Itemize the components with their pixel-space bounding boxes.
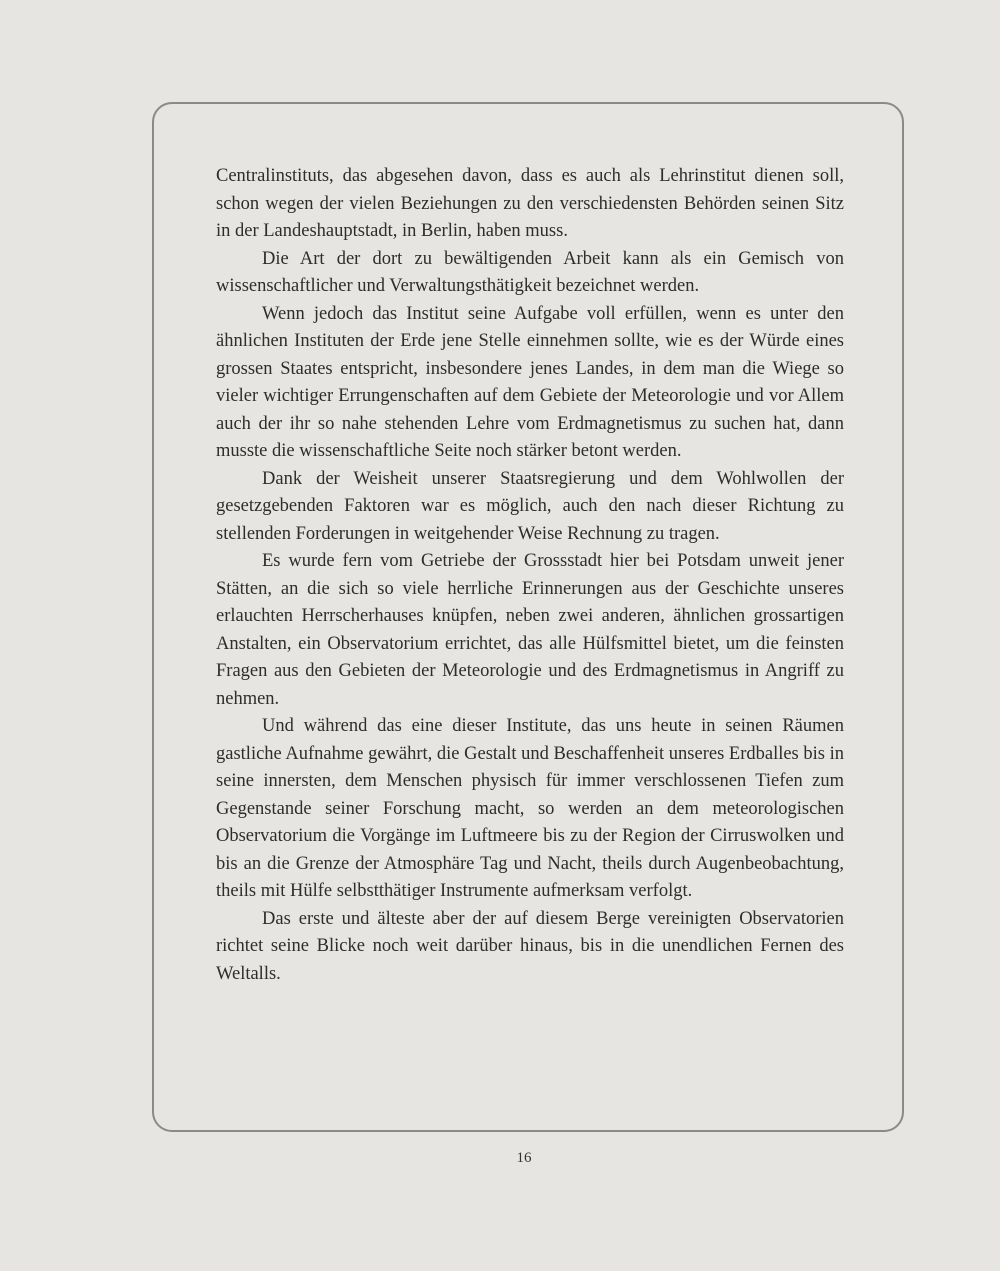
paragraph-6: Und während das eine dieser Institute, das uns heute in seinen Räumen gastliche Aufnahme gewährt, die Gestalt und Beschaffenheit unseres Erdballes bis in seine innersten, dem Menschen physisch für immer verschlossenen Tiefen zum Gegenstande seiner Forschung macht, so werden an dem meteorologischen Observatorium die Vorgänge im Luftmeere bis zu der Region der Cirruswolken und bis an die Grenze der Atmosphäre Tag und Nacht, theils durch Augenbeobachtung, theils mit Hülfe selbstthätiger Instrumente aufmerksam verfolgt.	[216, 716, 844, 901]
paragraph-7: Das erste und älteste aber der auf diesem Berge vereinigten Observatorien richtet seine Blicke noch weit darüber hinaus, bis in die unendlichen Fernen des Weltalls.	[216, 908, 844, 984]
paragraph-4: Dank der Weisheit unserer Staatsregierung und dem Wohlwollen der gesetzgebenden Faktoren war es möglich, auch den nach dieser Richtung zu stellenden Forderungen in weitgehender Weise Rechnung zu tragen.	[216, 468, 844, 544]
paragraph-1: Centralinstituts, das abgesehen davon, dass es auch als Lehrinstitut dienen soll, schon wegen der vielen Beziehungen zu den verschiedensten Behörden seinen Sitz in der Landeshauptstadt, in Berlin, haben muss.	[216, 166, 844, 241]
page-body-text	[216, 163, 844, 988]
paragraph-2: Die Art der dort zu bewältigenden Arbeit kann als ein Gemisch von wissenschaftlicher und Verwaltungsthätigkeit bezeichnet werden.	[216, 248, 844, 296]
page-number: 16	[516, 1150, 532, 1166]
paragraph-5: Es wurde fern vom Getriebe der Grossstadt hier bei Potsdam unweit jener Stätten, an die sich so viele herrliche Erinnerungen aus der Geschichte unseres erlauchten Herrscherhauses knüpfen, neben zwei anderen, ähnlichen grossartigen Anstalten, ein Observatorium errichtet, das alle Hülfsmittel bietet, um die feinsten Fragen aus den Gebieten der Meteorologie und des Erdmagnetismus in Angriff zu nehmen.	[216, 551, 844, 709]
paragraph-3: Wenn jedoch das Institut seine Aufgabe voll erfüllen, wenn es unter den ähnlichen Instituten der Erde jene Stelle einnehmen sollte, wie es der Würde eines grossen Staates entspricht, insbesondere jenes Landes, in dem man die Wiege so vieler wichtiger Errungenschaften auf dem Gebiete der Meteorologie und vor Allem auch der ihr so nahe stehenden Lehre vom Erdmagnetismus zu suchen hat, dann musste die wissenschaftliche Seite noch stärker betont werden.	[216, 303, 844, 461]
